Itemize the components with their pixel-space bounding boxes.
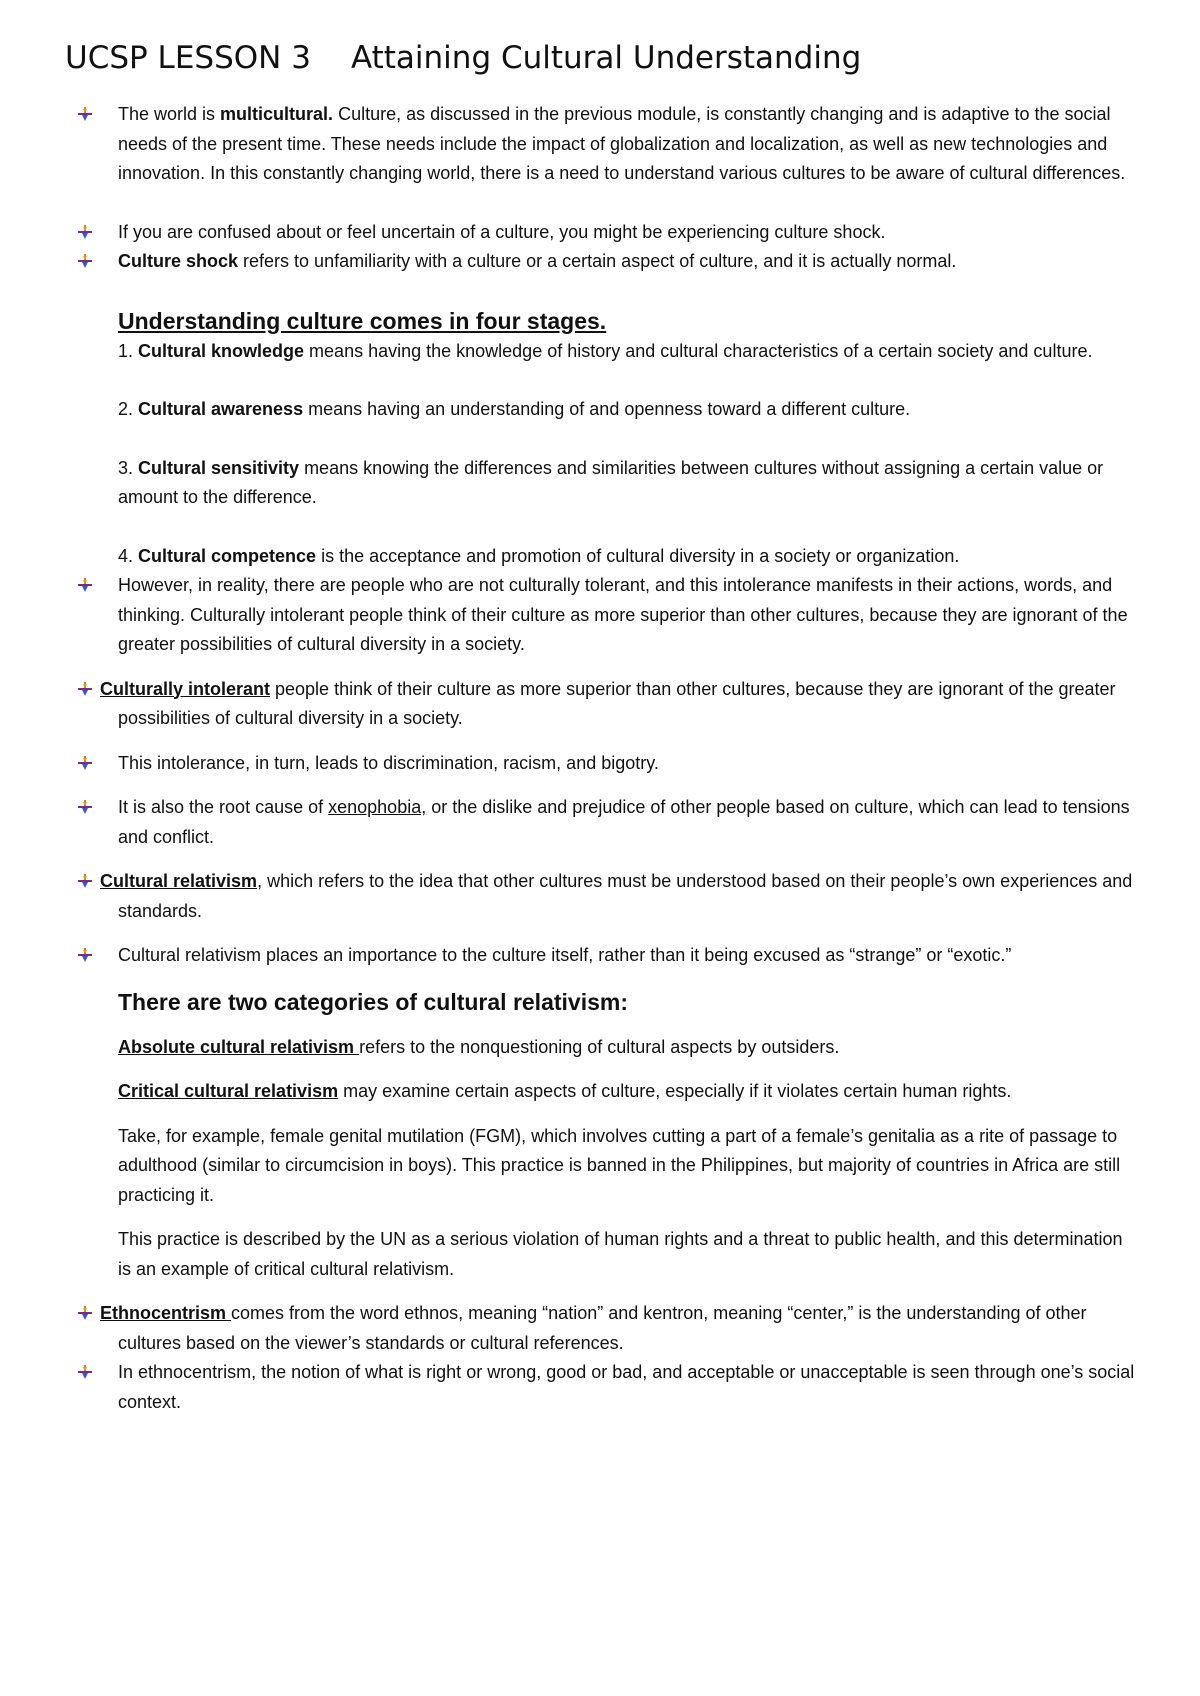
intro-bullet-2: If you are confused about or feel uncertain of a culture, you might be experiencing culture shock.: [65, 218, 1140, 248]
culturally-intolerant-term: Culturally intolerant: [100, 678, 271, 699]
stage-item-4: 4. Cultural competence is the acceptance and promotion of cultural diversity in a society or organization.: [118, 545, 960, 566]
absolute-relativism-paragraph: Absolute cultural relativism refers to the nonquestioning of cultural aspects by outsiders.: [118, 1036, 840, 1057]
arrow-bullet-icon: [78, 254, 92, 268]
intolerance-bullet-2: Culturally intolerant people think of their culture as more superior than other cultures, because they are ignorant of the greater possibilities of cultural diversity in a society.: [65, 675, 1140, 734]
lesson-topic: Attaining Cultural Understanding: [350, 40, 862, 76]
arrow-bullet-icon: [78, 948, 92, 962]
arrow-bullet-icon: [78, 578, 92, 592]
relativism-bullet-2: Cultural relativism places an importance to the culture itself, rather than it being excused as “strange” or “exotic.”: [65, 941, 1140, 971]
ethnocentrism-bullet-2: In ethnocentrism, the notion of what is right or wrong, good or bad, and acceptable or unacceptable is seen through one’s social context.: [65, 1358, 1140, 1417]
relativism-categories-heading: There are two categories of cultural relativism:: [118, 988, 628, 1015]
arrow-bullet-icon: [78, 682, 92, 696]
critical-relativism-paragraph: Critical cultural relativism may examine certain aspects of culture, especially if it violates certain human rights.: [118, 1081, 1012, 1101]
intro-bullet-1: The world is multicultural. Culture, as discussed in the previous module, is constantly changing and is adaptive to the social needs of the present time. These needs include the impact of globalization and localization, as well as new technologies and innovation. In this constantly changing world, there is a need to understand various cultures to be aware of cultural differences.: [65, 100, 1140, 189]
intro-bullet-3: Culture shock refers to unfamiliarity with a culture or a certain aspect of culture, and it is actually normal.: [65, 247, 1140, 277]
ethnocentrism-bullet-1: Ethnocentrism comes from the word ethnos, meaning “nation” and kentron, meaning “center,” is the understanding of other cultures based on the viewer’s standards or cultural references.: [65, 1299, 1140, 1358]
intolerance-bullet-3: This intolerance, in turn, leads to discrimination, racism, and bigotry.: [65, 749, 1140, 779]
stage-item-3: 3. Cultural sensitivity means knowing the differences and similarities between cultures without assigning a certain value or amount to the difference.: [118, 457, 1104, 507]
culture-shock-term: Culture shock: [118, 251, 239, 271]
arrow-bullet-icon: [78, 1306, 92, 1320]
intolerance-bullet-1: However, in reality, there are people who are not culturally tolerant, and this intolerance manifests in their actions, words, and thinking. Culturally intolerant people think of their culture as more superior than other cultures, because they are ignorant of the greater possibilities of cultural diversity in a society.: [65, 571, 1140, 660]
critical-relativism-term: Critical cultural relativism: [118, 1081, 339, 1101]
stages-heading: Understanding culture comes in four stages.: [118, 307, 607, 334]
arrow-bullet-icon: [78, 107, 92, 121]
arrow-bullet-icon: [78, 874, 92, 888]
stage-item-2: 2. Cultural awareness means having an understanding of and openness toward a different culture.: [118, 399, 911, 419]
un-example-paragraph: This practice is described by the UN as a serious violation of human rights and a threat to public health, and this determination is an example of critical cultural relativism.: [118, 1229, 1123, 1279]
lesson-label: UCSP LESSON 3: [65, 40, 311, 76]
arrow-bullet-icon: [78, 800, 92, 814]
page-title: [65, 40, 1140, 76]
cultural-relativism-term: Cultural relativism: [100, 871, 258, 891]
fgm-example-paragraph: Take, for example, female genital mutilation (FGM), which involves cutting a part of a female’s genitalia as a rite of passage to adulthood (similar to circumcision in boys). This practice is banned in the Philippines, but majority of countries in Africa are still practicing it.: [118, 1125, 1121, 1205]
intolerance-bullet-4: It is also the root cause of xenophobia, or the dislike and prejudice of other people based on culture, which can lead to tensions and conflict.: [65, 793, 1140, 852]
arrow-bullet-icon: [78, 1365, 92, 1379]
arrow-bullet-icon: [78, 756, 92, 770]
ethnocentrism-term: Ethnocentrism: [100, 1303, 232, 1323]
relativism-bullet-1: Cultural relativism, which refers to the idea that other cultures must be understood based on their people’s own experiences and standards.: [65, 867, 1140, 926]
absolute-relativism-term: Absolute cultural relativism: [118, 1036, 360, 1057]
stage-item-1: 1. Cultural knowledge means having the knowledge of history and cultural characteristics of a certain society and culture.: [118, 340, 1093, 361]
arrow-bullet-icon: [78, 225, 92, 239]
multicultural-term: multicultural.: [220, 104, 334, 124]
xenophobia-term: xenophobia,: [328, 797, 427, 817]
